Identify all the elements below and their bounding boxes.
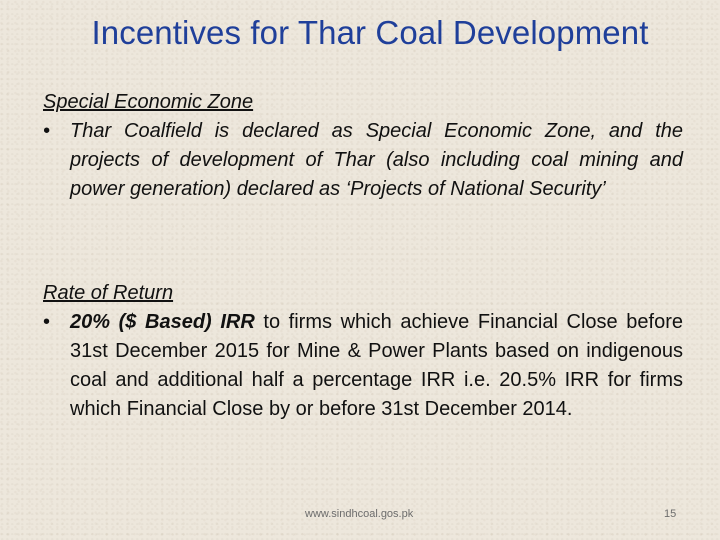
section-heading-special-economic-zone: Special Economic Zone [43, 91, 254, 113]
bullet-text: to firms which achieve Financial Close before 31st December 2015 for Mine & Power Plants based on indigenous coal and additional half a percentage IRR i.e. 20.5% IRR for firms which Financial Close by or before 31st December 2014. [70, 311, 683, 420]
rate-of-return-section [43, 279, 683, 424]
footer-url: www.sindhcoal.gos.pk [305, 508, 414, 520]
bullet-text: Thar Coalfield is declared as Special Economic Zone, and the projects of development of Thar (also including coal mining and power generation) declared as ‘Projects of National Security’ [70, 120, 683, 200]
bullet-item [43, 308, 683, 424]
section-heading-rate-of-return: Rate of Return [43, 282, 174, 304]
bullet-marker: • [43, 120, 51, 142]
bullet-marker: • [43, 311, 51, 333]
bullet-item [43, 117, 683, 204]
special-economic-zone-section [43, 88, 683, 204]
page-number: 15 [664, 508, 677, 520]
bullet-emphasis: 20% ($ Based) IRR [70, 311, 255, 333]
slide-title: Incentives for Thar Coal Development [91, 14, 649, 51]
